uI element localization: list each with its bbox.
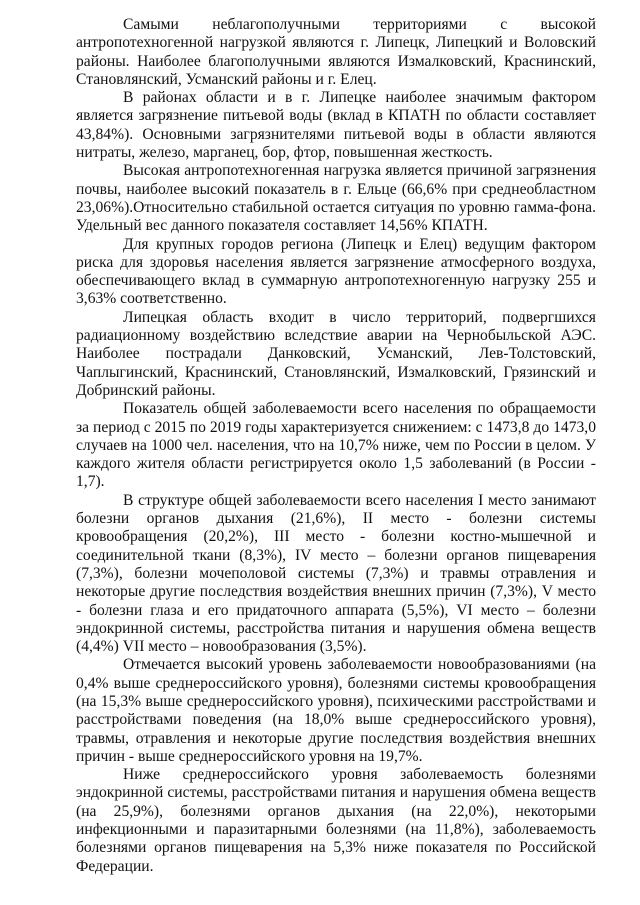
paragraph-soil: Высокая антропотехногенная нагрузка является причиной загрязнения почвы, наиболее высокий показатель в г. Ельце (66,6% при среднеобластном 23,06%).Относительно стабильной остается ситуация по уровню гамма-фона. Удельный вес данного показателя составляет 14,56% КПАТН.: [76, 162, 596, 235]
paragraph-structure: В структуре общей заболеваемости всего населения I место занимают болезни органов дыхания (21,6%), II место - болезни системы кровообращения (20,2%), III место - болезни костно-мышечной и соединительной ткани (8,3%), IV место – болезни органов пищеварения (7,3%), болезни мочеполовой системы (7,3%) и травмы отравления и некоторые другие последствия воздействия внешних причин (7,3%), V место - болезни глаза и его придаточного аппарата (5,5%), VI место – болезни эндокринной системы, расстройства питания и нарушения обмена веществ (4,4%) VII место – новообразования (3,5%).: [76, 491, 596, 656]
paragraph-territories: Самыми неблагополучными территориями с высокой антропотехногенной нагрузкой являются г. Липецк, Липецкий и Воловский районы. Наиболее благополучными являются Измалковский, Краснинский, Становлянский, Усманский районы и г. Елец.: [76, 16, 596, 88]
paragraph-low-levels: Ниже среднероссийского уровня заболеваемость болезнями эндокринной системы, расстройствами питания и нарушения обмена веществ (на 25,9%), болезнями органов дыхания (на 22,0%), некоторыми инфекционными и паразитарными болезнями (на 11,8%), заболеваемость болезнями органов пищеварения на 5,3% ниже показателя по Российской Федерации.: [76, 766, 596, 875]
paragraph-radiation: Липецкая область входит в число территорий, подвергшихся радиационному воздействию вследствие аварии на Чернобыльской АЭС. Наиболее пострадали Данковский, Усманский, Лев-Толстовский, Чаплыгинский, Краснинский, Становлянский, Измалковский, Грязинский и Добринский районы.: [76, 308, 596, 399]
document-page: [76, 16, 596, 876]
paragraph-high-levels: Отмечается высокий уровень заболеваемости новообразованиями (на 0,4% выше среднероссийского уровня), болезнями системы кровообращения (на 15,3% выше среднероссийского уровня), психическими расстройствами и расстройствами поведения (на 18,0% выше среднероссийского уровня), травмы, отравления и некоторые другие последствия воздействия внешних причин - выше среднероссийского уровня на 19,7%.: [76, 656, 596, 765]
paragraph-drinking-water: В районах области и в г. Липецке наиболее значимым фактором является загрязнение питьевой воды (вклад в КПАТН по области составляет 43,84%). Основными загрязнителями питьевой воды в области являются нитраты, железо, марганец, бор, фтор, повышенная жесткость.: [76, 89, 596, 162]
paragraph-air: Для крупных городов региона (Липецк и Елец) ведущим фактором риска для здоровья населения является загрязнение атмосферного воздуха, обеспечивающего вклад в суммарную антропотехногенную нагрузку 255 и 3,63% соответственно.: [76, 235, 596, 308]
paragraph-morbidity: Показатель общей заболеваемости всего населения по обращаемости за период с 2015 по 2019 годы характеризуется снижением: с 1473,8 до 1473,0 случаев на 1000 чел. населения, что на 10,7% ниже, чем по России в целом. У каждого жителя области регистрируется около 1,5 заболеваний (в России - 1,7).: [76, 400, 596, 491]
